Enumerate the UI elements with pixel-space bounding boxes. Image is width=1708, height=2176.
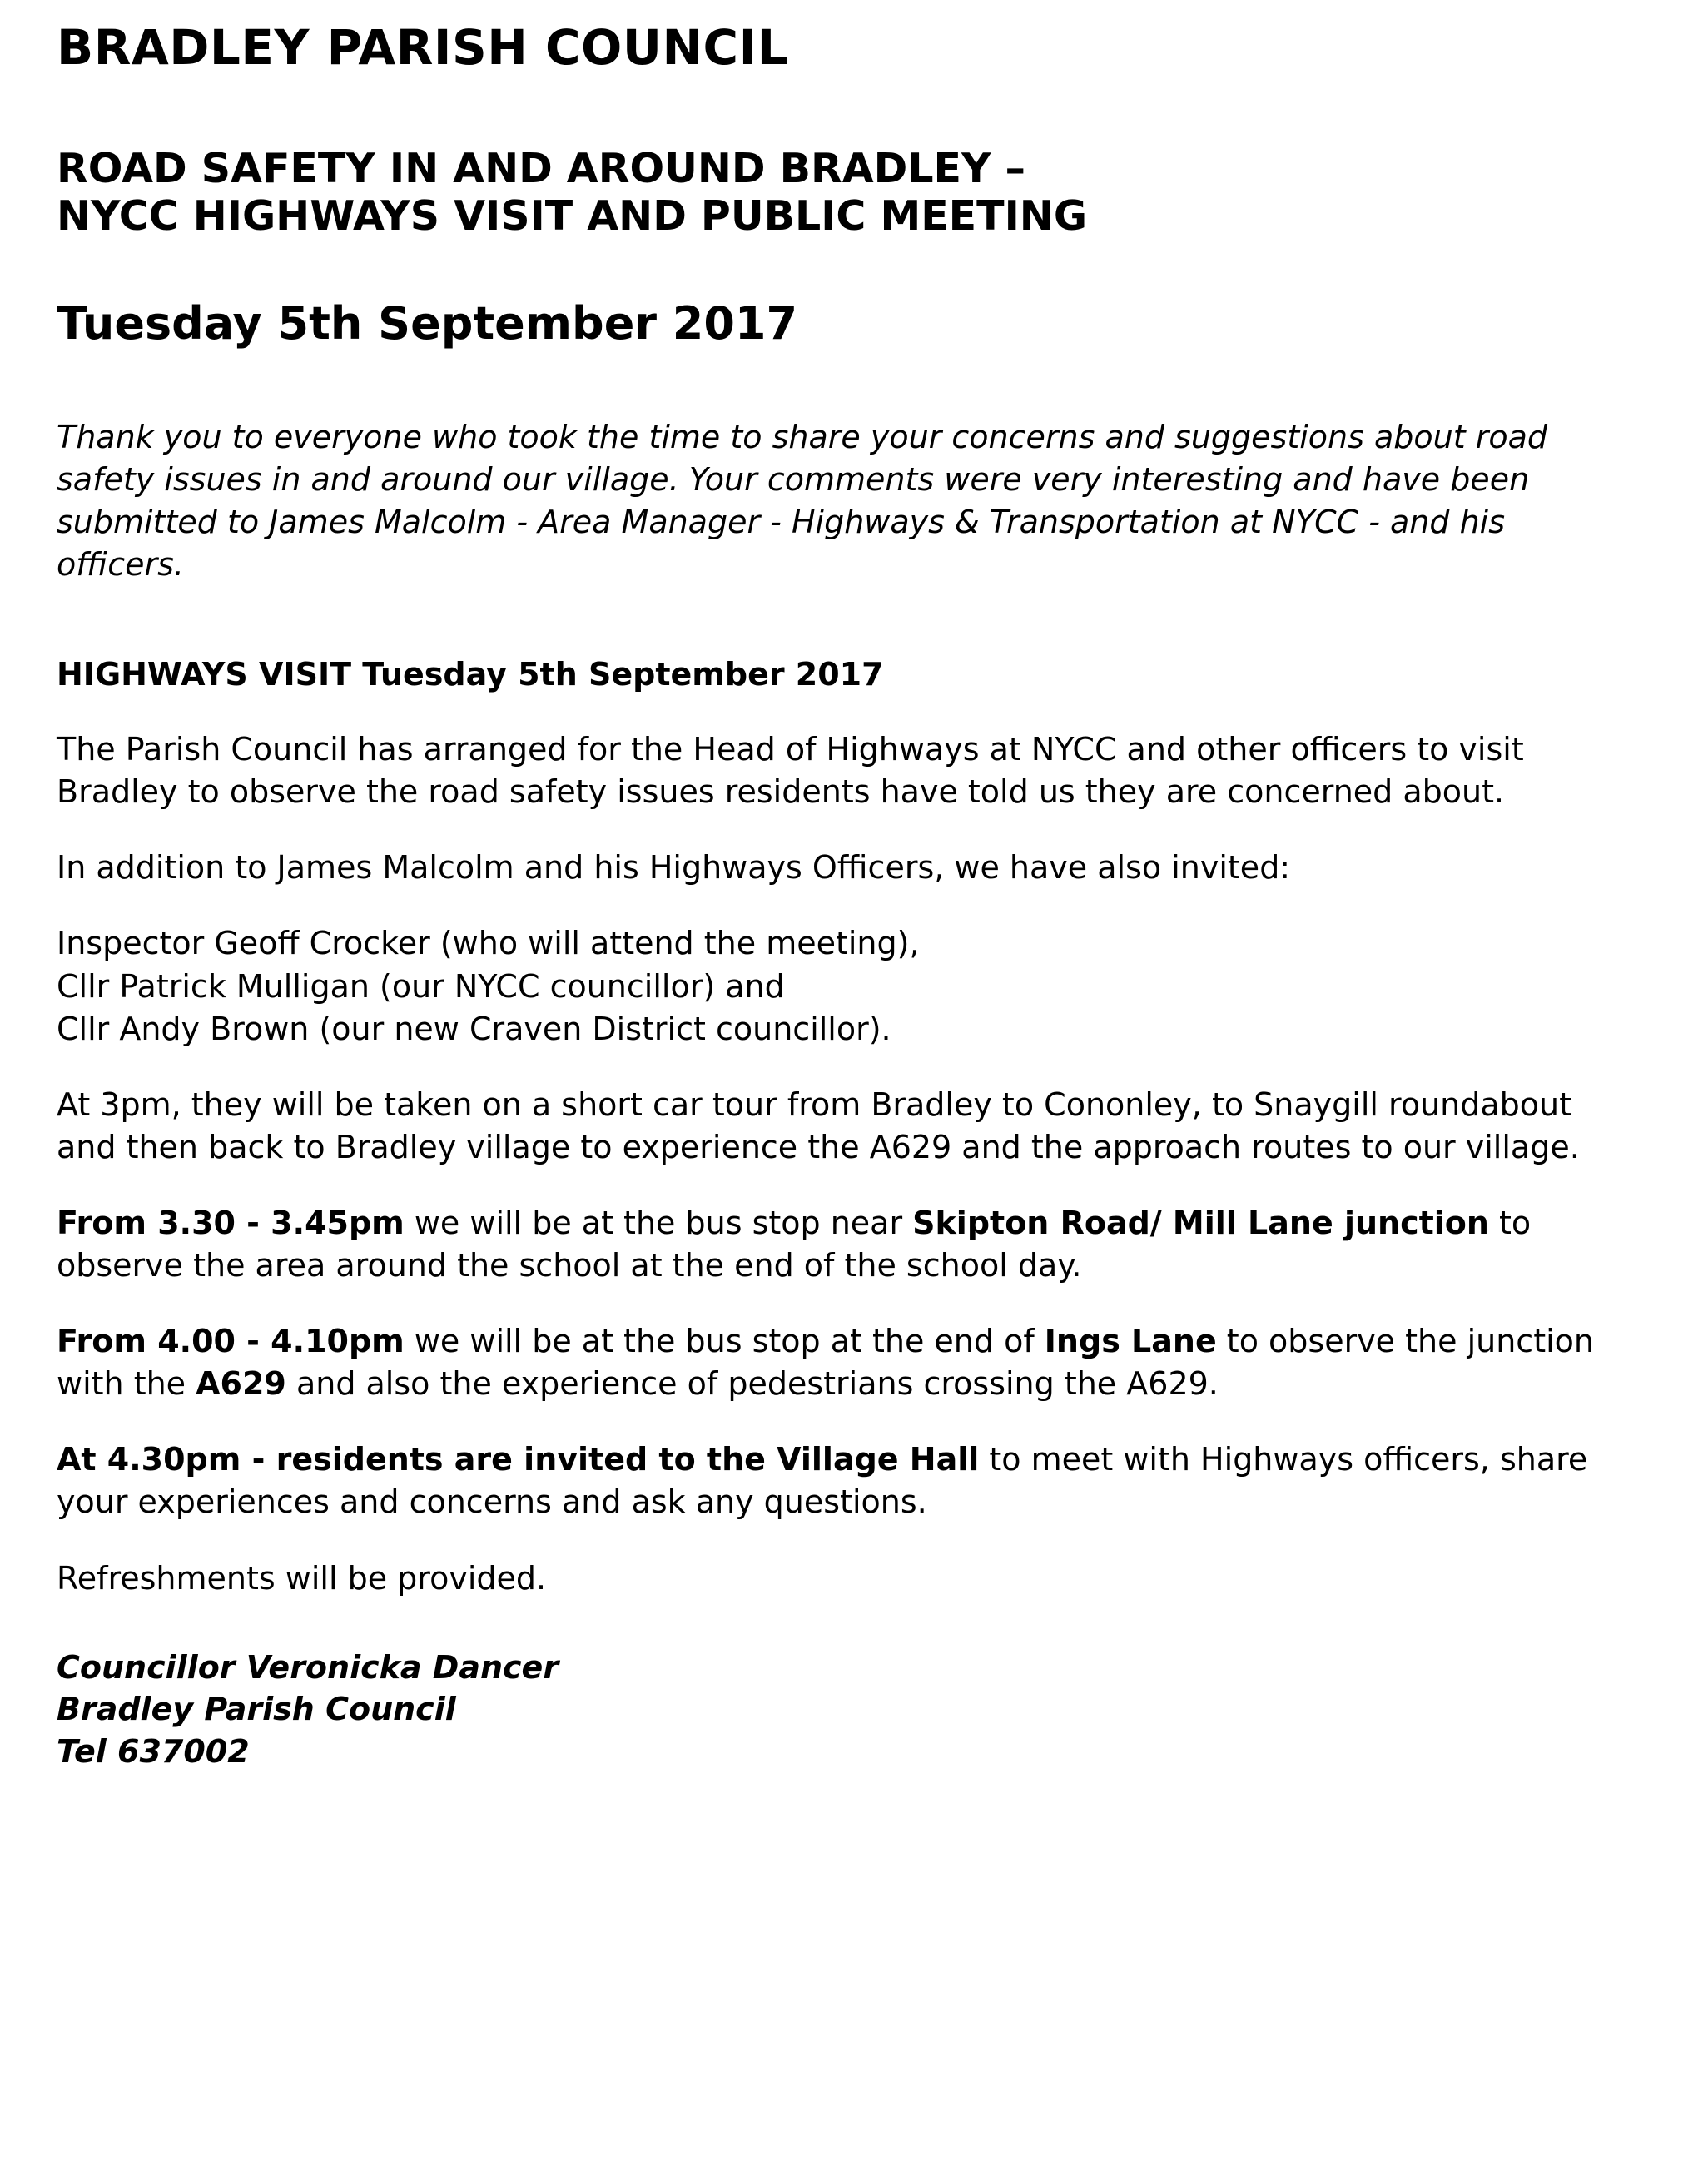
- schedule-item-400: [57, 1287, 1608, 1405]
- event-date-heading: Tuesday 5th September 2017: [57, 296, 798, 350]
- intro-paragraph: Thank you to everyone who took the time to share your concerns and suggestions about road safety issues in and around our village. Your comments were very interesting and have been submitted to James Malcolm - Area Manager - Highways & Transportation at NYCC - and his officers.: [57, 419, 1547, 583]
- schedule-place-400: Ings Lane: [1044, 1323, 1217, 1360]
- subtitle-line-1: ROAD SAFETY IN AND AROUND BRADLEY –: [57, 145, 1026, 192]
- paragraph-car-tour: At 3pm, they will be taken on a short car tour from Bradley to Cononley, to Snaygill roundabout and then back to Bradley village to experience the A629 and the approach routes to our village.: [57, 1086, 1580, 1165]
- signature-organisation: Bradley Parish Council: [57, 1691, 456, 1728]
- signature-block: [57, 1600, 1608, 1773]
- paragraph-refreshments: Refreshments will be provided.: [57, 1559, 547, 1597]
- schedule-time-400: From 4.00 - 4.10pm: [57, 1323, 405, 1360]
- schedule-text-400-mid: we will be at the bus stop at the end of: [404, 1323, 1045, 1360]
- schedule-text-430-end: to meet with Highways officers, share your experiences and concerns and ask any questions.: [57, 1441, 1588, 1521]
- schedule-text-330-end: to observe the area around the school at the end of the school day.: [57, 1204, 1532, 1284]
- list-item: Cllr Patrick Mulligan (our NYCC councillor) and: [57, 967, 785, 1005]
- list-item: Cllr Andy Brown (our new Craven District councillor).: [57, 1010, 891, 1047]
- signature-name: Councillor Veronicka Dancer: [57, 1648, 559, 1686]
- page-title: BRADLEY PARISH COUNCIL: [57, 19, 789, 76]
- paragraph-arranged-visit: The Parish Council has arranged for the Head of Highways at NYCC and other officers to visit Bradley to observe the road safety issues residents have told us they are concerned about.: [57, 731, 1524, 811]
- signature-telephone: Tel 637002: [57, 1732, 250, 1770]
- schedule-road-400: A629: [196, 1365, 286, 1403]
- schedule-place-330: Skipton Road/ Mill Lane junction: [912, 1204, 1489, 1241]
- schedule-lead-430: At 4.30pm - residents are invited to the Village Hall: [57, 1441, 980, 1478]
- schedule-item-430: [57, 1405, 1608, 1523]
- subtitle-line-2: NYCC HIGHWAYS VISIT AND PUBLIC MEETING: [57, 192, 1088, 241]
- document-subtitle: [57, 72, 1580, 241]
- schedule-text-330-mid: we will be at the bus stop near: [404, 1204, 913, 1241]
- invitee-list: [57, 889, 1608, 1050]
- schedule-time-330: From 3.30 - 3.45pm: [57, 1204, 405, 1241]
- schedule-text-400-tail: and also the experience of pedestrians crossing the A629.: [285, 1365, 1219, 1403]
- schedule-item-330: [57, 1169, 1608, 1287]
- paragraph-invited-intro: In addition to James Malcolm and his Highways Officers, we have also invited:: [57, 849, 1291, 887]
- schedule-text-400-end: to observe the junction with the: [57, 1323, 1594, 1403]
- list-item: Inspector Geoff Crocker (who will attend the meeting),: [57, 925, 920, 962]
- highways-visit-heading: HIGHWAYS VISIT Tuesday 5th September 2017: [57, 655, 884, 693]
